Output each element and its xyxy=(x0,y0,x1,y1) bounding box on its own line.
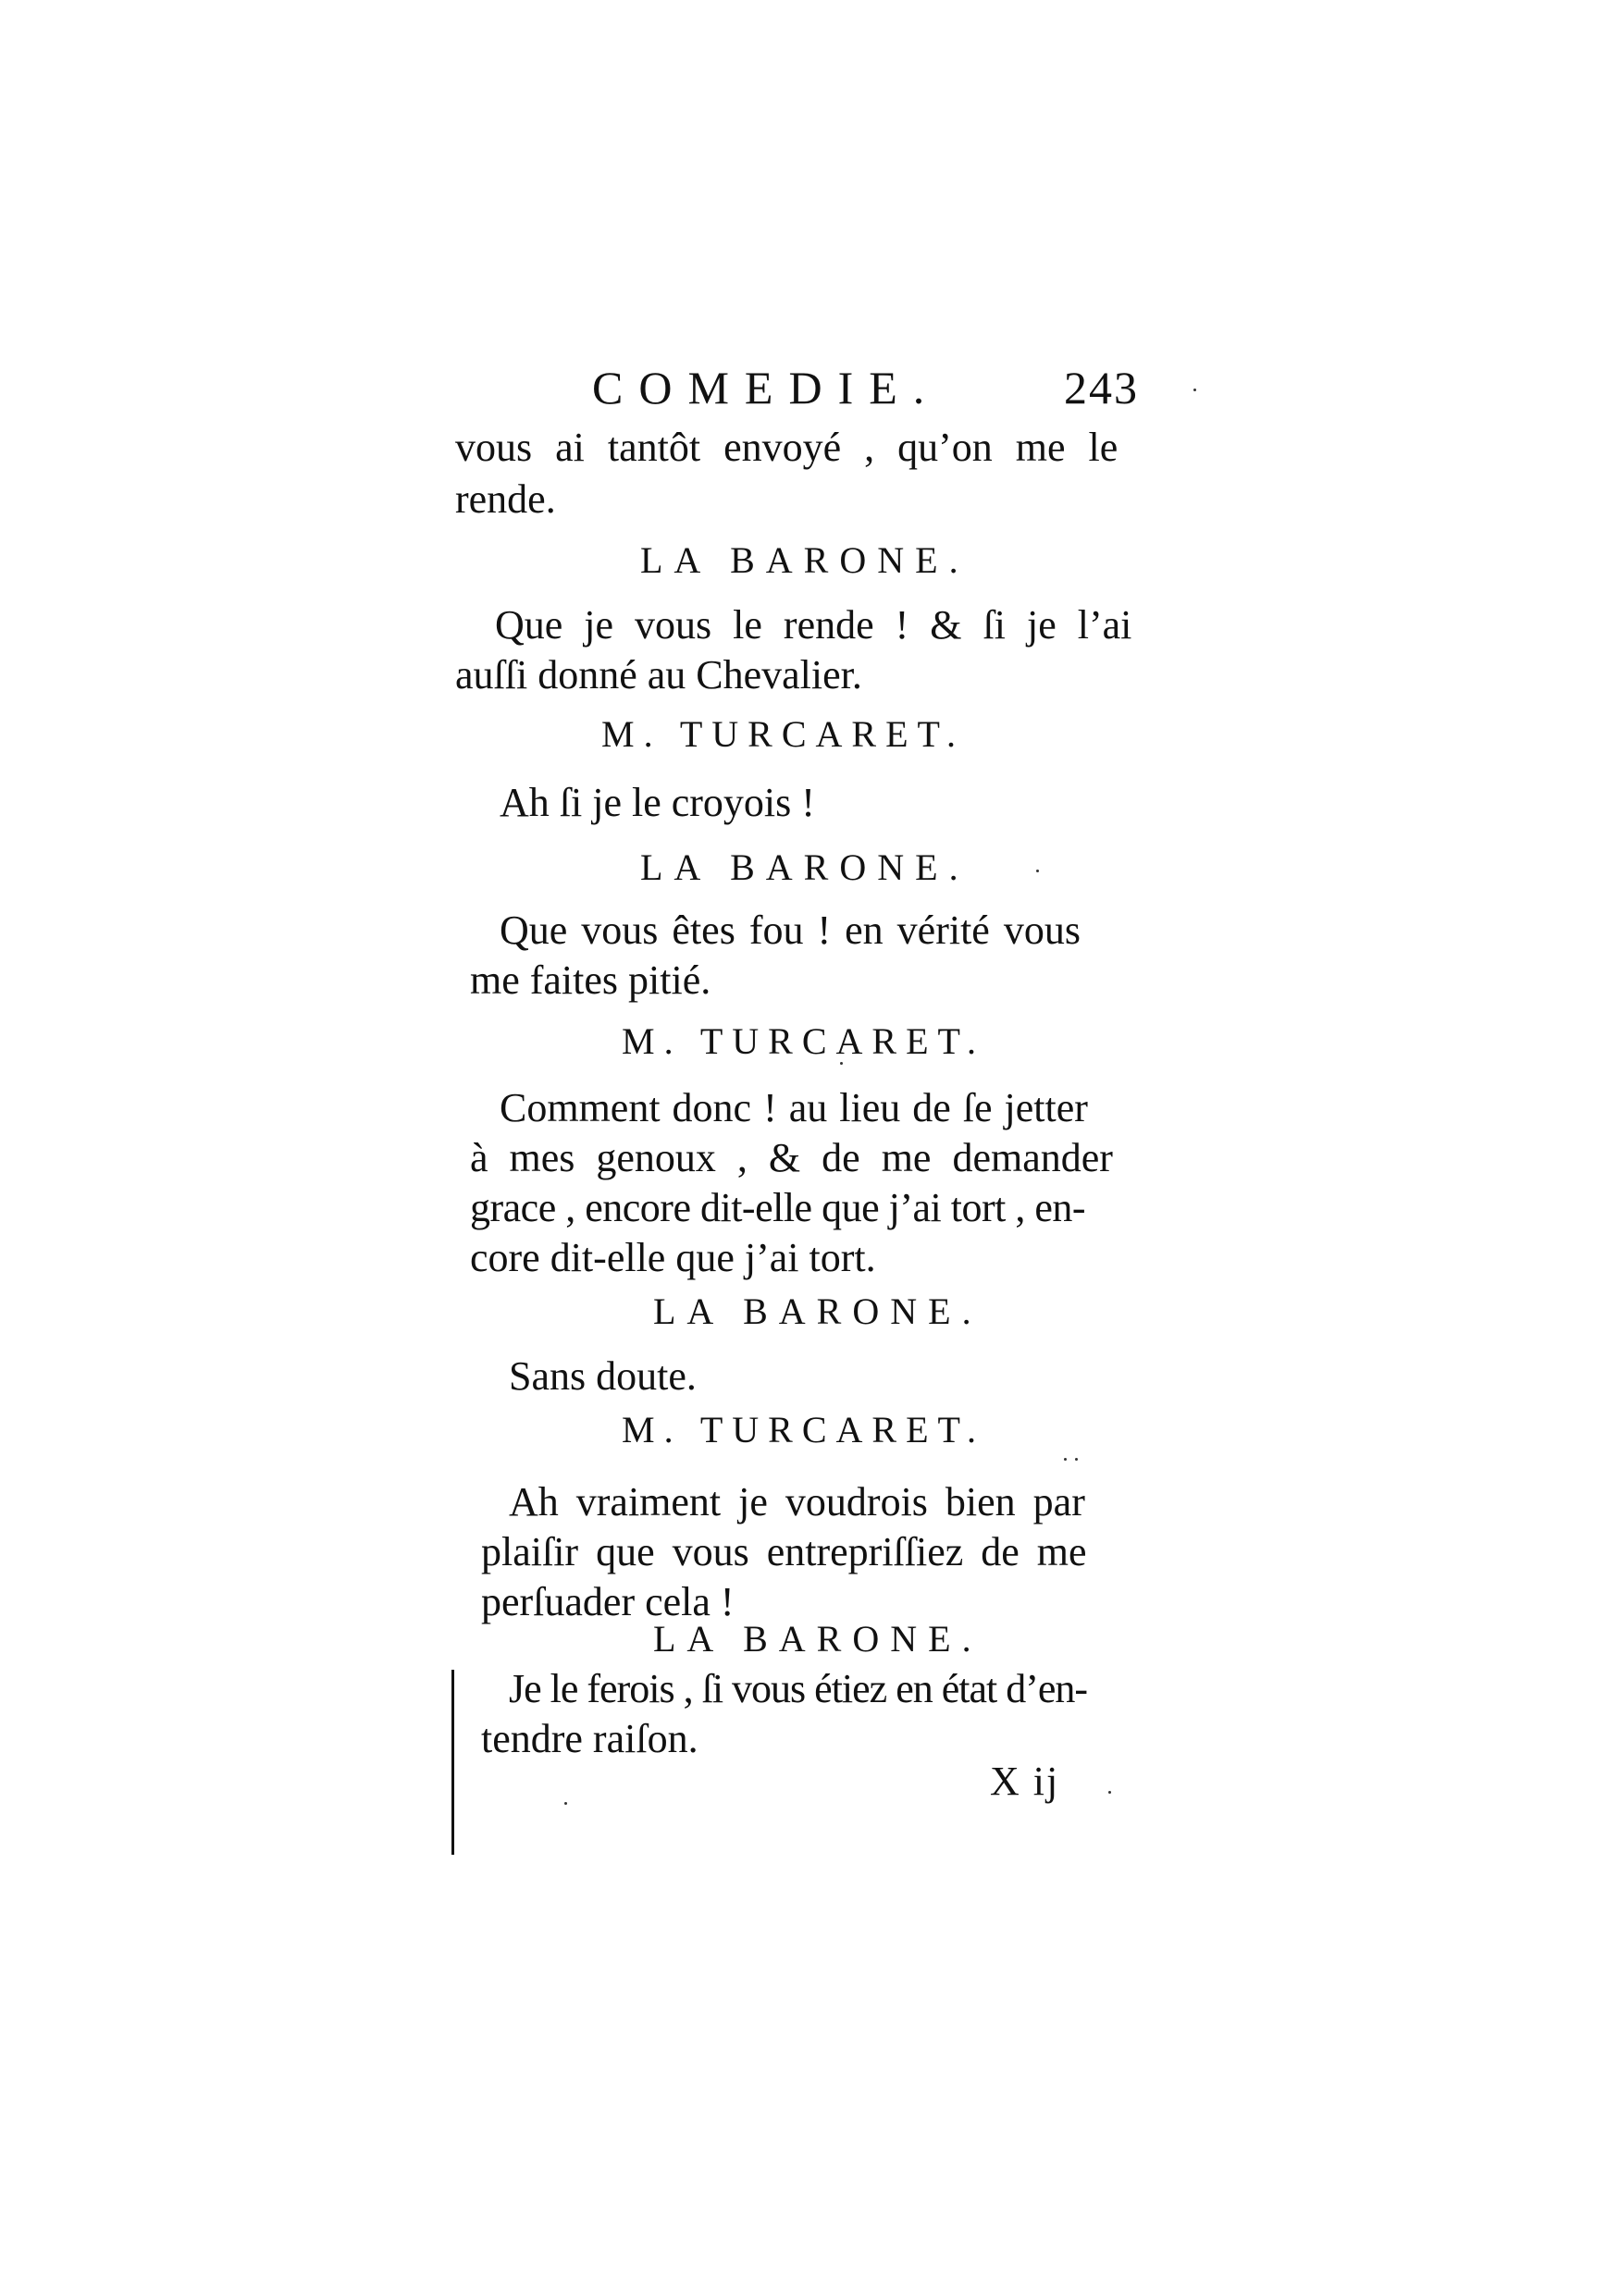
text-line: me faites pitié. xyxy=(470,957,711,1003)
speaker-name: LA BARONE. xyxy=(640,846,970,888)
ink-speck xyxy=(1108,1791,1111,1794)
page-header xyxy=(592,361,1166,426)
text-line: Que vous êtes fou ! en vérité vous xyxy=(500,907,1081,953)
speaker-name: LA BARONE. xyxy=(653,1290,983,1332)
signature-mark: X ij xyxy=(990,1759,1060,1804)
text-line: grace , encore dit-elle que j’ai tort , en- xyxy=(470,1185,1086,1230)
speaker-name: M. TURCARET. xyxy=(601,713,965,755)
ink-speck xyxy=(840,1062,843,1065)
margin-rule xyxy=(451,1670,454,1855)
text-line: rende. xyxy=(455,476,556,522)
ink-speck xyxy=(1075,1458,1078,1461)
speaker-name: M. TURCARET. xyxy=(622,1409,985,1450)
text-line: Je le ferois , ſi vous étiez en état d’en- xyxy=(509,1666,1088,1711)
text-line: core dit-elle que j’ai tort. xyxy=(470,1235,876,1280)
ink-speck xyxy=(564,1802,567,1805)
text-line: Sans doute. xyxy=(509,1353,697,1399)
page-number: 243 xyxy=(1064,362,1139,414)
text-line: Que je vous le rende ! & ſi je l’ai xyxy=(495,602,1132,648)
ink-speck xyxy=(1036,870,1039,872)
text-line: auſſi donné au Chevalier. xyxy=(455,652,862,697)
speaker-name: LA BARONE. xyxy=(653,1618,983,1660)
text-line: à mes genoux , & de me demander xyxy=(470,1135,1113,1180)
ink-speck xyxy=(1064,1458,1067,1461)
running-title: COMEDIE. xyxy=(592,362,941,414)
text-line: Ah vraiment je voudrois bien par xyxy=(509,1479,1085,1524)
text-line: perſuader cela ! xyxy=(481,1579,735,1624)
text-line: tendre raiſon. xyxy=(481,1716,698,1761)
text-line: plaiſir que vous entrepriſſiez de me xyxy=(481,1529,1087,1574)
text-line: Comment donc ! au lieu de ſe jetter xyxy=(500,1085,1088,1130)
ink-speck xyxy=(1193,389,1196,391)
speaker-name: M. TURCARET. xyxy=(622,1020,985,1062)
text-line: Ah ſi je le croyois ! xyxy=(500,780,815,825)
text-line: vous ai tantôt envoyé , qu’on me le xyxy=(455,425,1118,470)
speaker-name: LA BARONE. xyxy=(640,539,970,581)
